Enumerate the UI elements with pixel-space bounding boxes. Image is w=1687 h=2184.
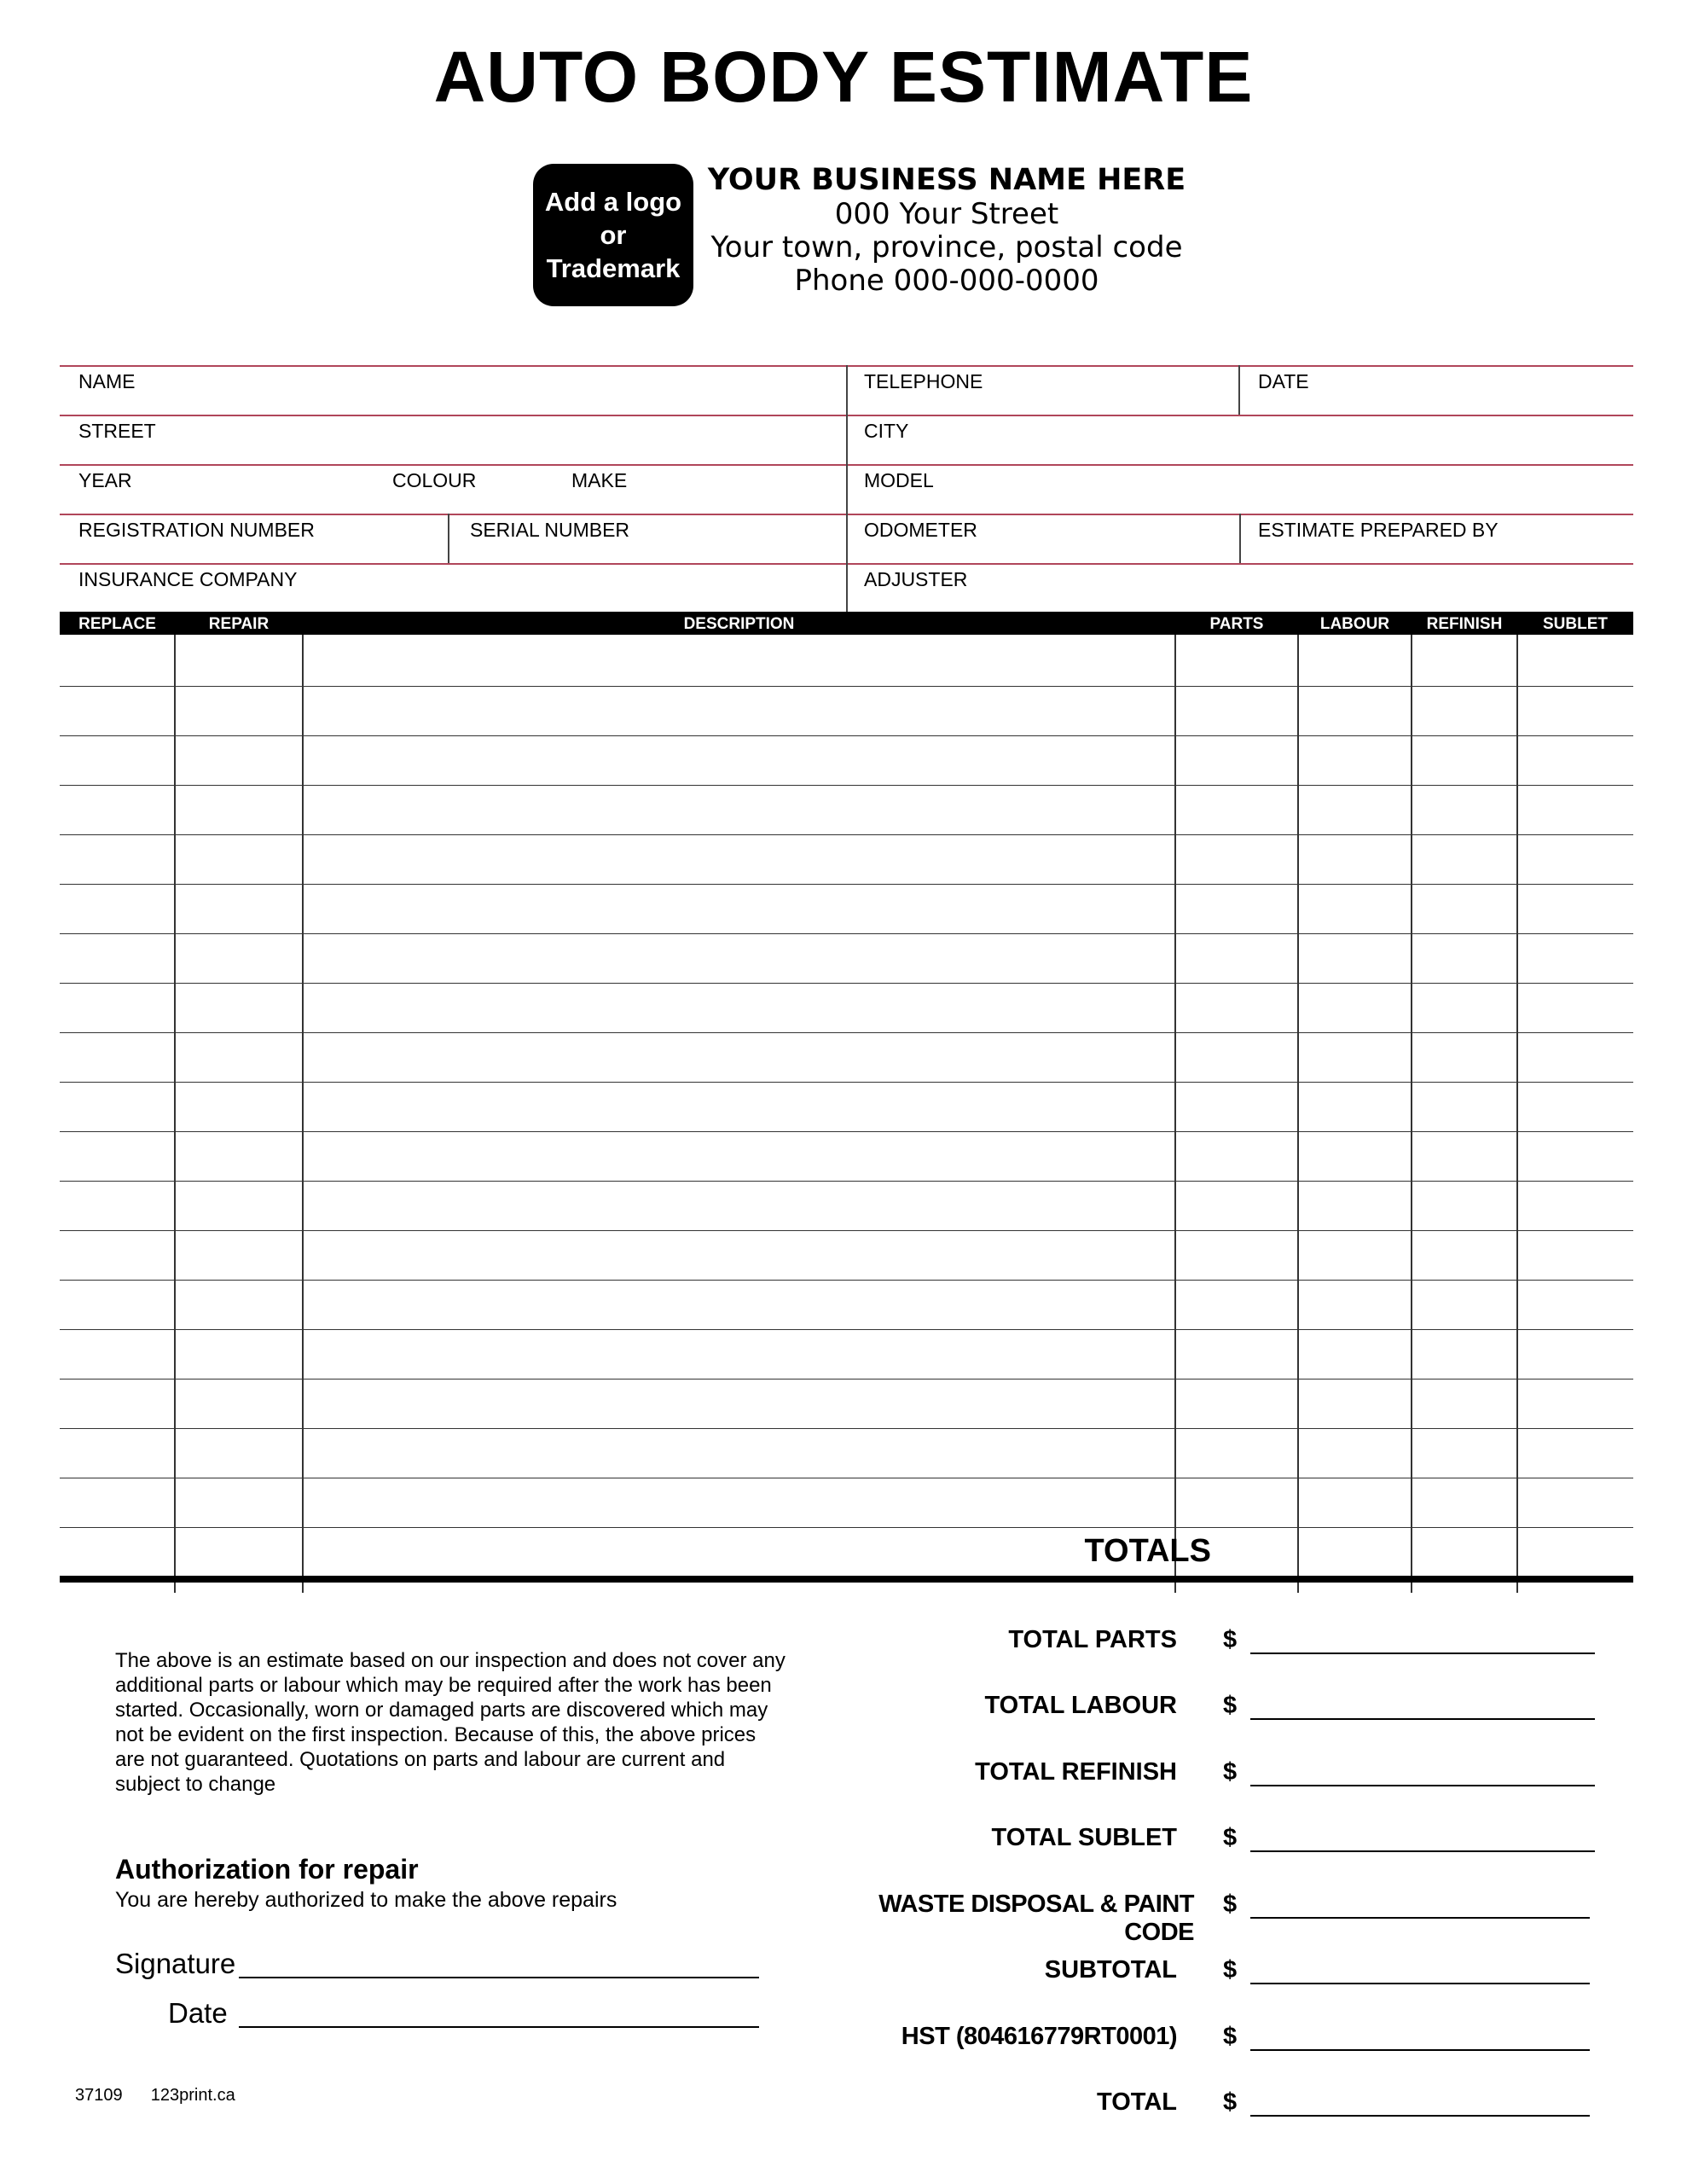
- grand-total-label: TOTAL: [1097, 2088, 1177, 2116]
- total-parts-line[interactable]: [1250, 1653, 1595, 1654]
- table-bottom-rule: [60, 1576, 1633, 1583]
- table-header: [60, 612, 1633, 635]
- form-title: AUTO BODY ESTIMATE: [433, 37, 1254, 117]
- customer-info-grid: [60, 365, 1633, 613]
- estimate-prepared-by-field[interactable]: ESTIMATE PREPARED BY: [1258, 519, 1499, 541]
- dollar-sign: $: [1223, 1692, 1238, 1719]
- column-divider: [1516, 635, 1518, 1593]
- authorization-text: You are hereby authorized to make the above repairs: [115, 1888, 617, 1912]
- total-labour-line[interactable]: [1250, 1718, 1595, 1720]
- total-labour-label: TOTAL LABOUR: [984, 1692, 1177, 1719]
- logo-placeholder: [533, 164, 693, 306]
- total-sublet-line[interactable]: [1250, 1850, 1595, 1852]
- form-number: 37109: [75, 2086, 123, 2105]
- business-street: 000 Your Street: [834, 197, 1059, 231]
- total-parts-label: TOTAL PARTS: [1008, 1626, 1177, 1653]
- date-line[interactable]: [239, 2026, 759, 2028]
- estimate-disclaimer: The above is an estimate based on our inspection and does not cover any additional parts or labour which may be required after the work has been started. Occasionally, worn or damaged parts are discovered which may not be evident on the first inspection. Because of this, the above prices are not guaranteed. Quotations on parts and labour are current and subject to change: [115, 1649, 786, 1796]
- column-header-repair: REPAIR: [208, 615, 270, 633]
- column-divider: [302, 635, 304, 1593]
- column-divider: [1174, 635, 1176, 1593]
- subtotal-label: SUBTOTAL: [1044, 1956, 1177, 1984]
- hst-line[interactable]: [1250, 2049, 1590, 2051]
- dollar-sign: $: [1223, 2023, 1238, 2050]
- column-divider: [174, 635, 176, 1593]
- table-row[interactable]: [60, 1428, 1633, 1429]
- table-row[interactable]: [60, 884, 1633, 885]
- year-field[interactable]: YEAR: [78, 469, 132, 491]
- odometer-field[interactable]: ODOMETER: [864, 519, 977, 541]
- table-row[interactable]: [60, 1379, 1633, 1380]
- colour-field[interactable]: COLOUR: [392, 469, 477, 491]
- table-row[interactable]: [60, 735, 1633, 736]
- table-row[interactable]: [60, 1329, 1633, 1330]
- total-refinish-label: TOTAL REFINISH: [975, 1758, 1177, 1786]
- column-header-parts: PARTS: [1209, 615, 1264, 633]
- insurance-company-field[interactable]: INSURANCE COMPANY: [78, 568, 298, 590]
- business-phone: Phone 000-000-0000: [794, 264, 1099, 298]
- city-field[interactable]: CITY: [864, 420, 909, 442]
- date-label: Date: [168, 1997, 228, 2029]
- business-locality: Your town, province, postal code: [710, 230, 1183, 264]
- name-field[interactable]: NAME: [78, 370, 136, 392]
- date-field[interactable]: DATE: [1258, 370, 1309, 392]
- table-row[interactable]: [60, 785, 1633, 786]
- table-row[interactable]: [60, 933, 1633, 934]
- waste-disposal-label: WASTE DISPOSAL & PAINT CODE: [878, 1891, 1194, 1946]
- waste-disposal-line[interactable]: [1250, 1917, 1590, 1919]
- grid-divider: [1239, 514, 1241, 563]
- business-name: YOUR BUSINESS NAME HERE: [707, 163, 1186, 197]
- dollar-sign: $: [1223, 1626, 1238, 1653]
- hst-label: HST (804616779RT0001): [901, 2023, 1177, 2050]
- signature-line[interactable]: [239, 1977, 759, 1978]
- table-row[interactable]: [60, 1082, 1633, 1083]
- column-header-description: DESCRIPTION: [683, 615, 795, 633]
- model-field[interactable]: MODEL: [864, 469, 934, 491]
- table-row[interactable]: [60, 1032, 1633, 1033]
- logo-line: Add a logo: [544, 187, 682, 217]
- dollar-sign: $: [1223, 2088, 1238, 2116]
- logo-line: Trademark: [546, 253, 681, 283]
- column-header-labour: LABOUR: [1319, 615, 1390, 633]
- grid-divider: [448, 514, 449, 563]
- dollar-sign: $: [1223, 1824, 1238, 1851]
- dollar-sign: $: [1223, 1758, 1238, 1786]
- registration-number-field[interactable]: REGISTRATION NUMBER: [78, 519, 315, 541]
- table-row[interactable]: [60, 834, 1633, 835]
- authorization-title: Authorization for repair: [115, 1854, 419, 1885]
- adjuster-field[interactable]: ADJUSTER: [864, 568, 968, 590]
- column-divider: [1411, 635, 1412, 1593]
- table-row[interactable]: [60, 1181, 1633, 1182]
- dollar-sign: $: [1223, 1891, 1238, 1918]
- dollar-sign: $: [1223, 1956, 1238, 1984]
- publisher-site: 123print.ca: [150, 2086, 235, 2105]
- column-header-replace: REPLACE: [78, 615, 156, 633]
- table-row[interactable]: [60, 983, 1633, 984]
- signature-label: Signature: [115, 1948, 236, 1979]
- column-header-refinish: REFINISH: [1426, 615, 1503, 633]
- total-refinish-line[interactable]: [1250, 1785, 1595, 1786]
- logo-line: or: [600, 220, 627, 250]
- telephone-field[interactable]: TELEPHONE: [864, 370, 983, 392]
- subtotal-line[interactable]: [1250, 1983, 1590, 1984]
- serial-number-field[interactable]: SERIAL NUMBER: [470, 519, 630, 541]
- column-divider: [1297, 635, 1299, 1593]
- grid-divider: [846, 365, 848, 613]
- table-row[interactable]: [60, 1230, 1633, 1231]
- footer: [75, 2086, 235, 2106]
- table-row[interactable]: [60, 1280, 1633, 1281]
- business-info: [682, 162, 1211, 298]
- table-row[interactable]: [60, 686, 1633, 687]
- total-sublet-label: TOTAL SUBLET: [991, 1824, 1177, 1851]
- column-header-sublet: SUBLET: [1543, 615, 1608, 633]
- totals-row-label: TOTALS: [1084, 1533, 1211, 1569]
- grand-total-line[interactable]: [1250, 2115, 1590, 2117]
- table-row[interactable]: [60, 1131, 1633, 1132]
- make-field[interactable]: MAKE: [571, 469, 628, 491]
- grid-divider: [1238, 365, 1240, 415]
- table-row[interactable]: [60, 1527, 1633, 1528]
- street-field[interactable]: STREET: [78, 420, 156, 442]
